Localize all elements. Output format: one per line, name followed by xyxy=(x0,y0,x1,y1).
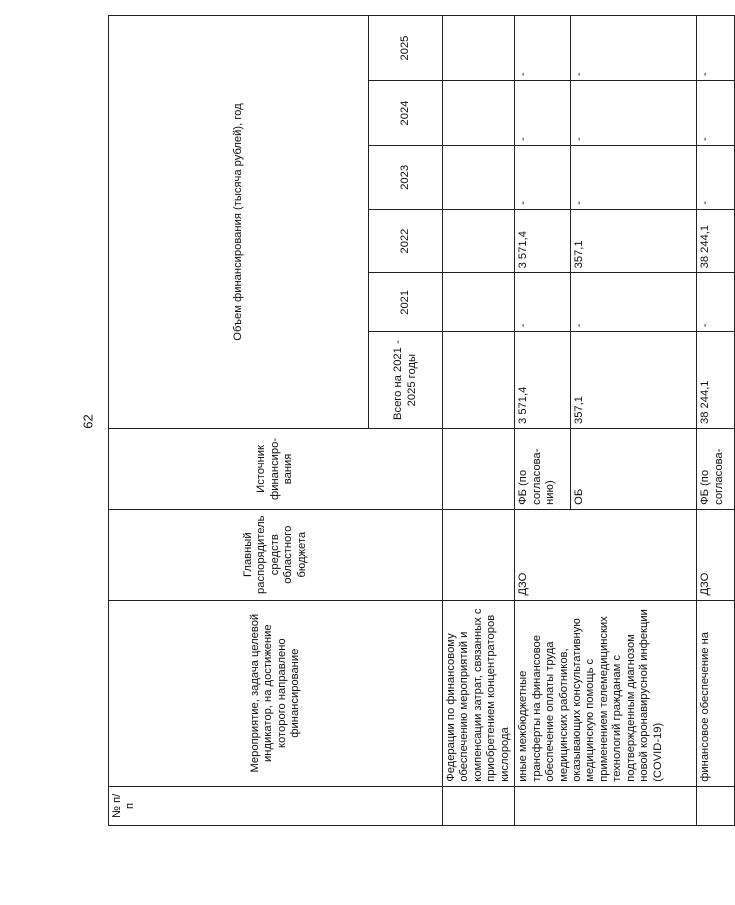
header-year-2022: 2022 xyxy=(369,209,443,273)
cell-2023 xyxy=(443,146,515,210)
header-event: Мероприятие, задача целевой индикатор, на достижение которого направлено финансирование xyxy=(109,600,443,786)
table-row xyxy=(443,16,515,826)
cell-num xyxy=(515,786,697,825)
cell-2021: - xyxy=(697,273,735,332)
header-year-2024: 2024 xyxy=(369,81,443,146)
header-source: Источник финансиро-вания xyxy=(109,429,443,510)
cell-2024: - xyxy=(515,81,571,146)
table-row xyxy=(697,16,735,826)
rotated-table-container xyxy=(108,15,725,826)
cell-source xyxy=(443,429,515,510)
cell-num xyxy=(697,786,735,825)
cell-source: ФБ (по согласова- xyxy=(697,429,735,510)
cell-source: ФБ (по согласова-нию) xyxy=(515,429,571,510)
cell-total xyxy=(443,332,515,429)
header-year-2023: 2023 xyxy=(369,146,443,210)
cell-2022: 3 571,4 xyxy=(515,209,571,273)
cell-2025: - xyxy=(571,16,697,81)
cell-event: иные межбюджетные трансферты на финансовое обеспечение оплаты труда медицинских работников, оказывающих консультативную медицинскую помощь с применением телемедицинских технологий гражданам с подтвержденным диагнозом новой коронавирусной инфекции (COVID-19) xyxy=(515,600,697,786)
cell-2023: - xyxy=(571,146,697,210)
cell-total: 357,1 xyxy=(571,332,697,429)
header-admin: Главный распорядитель средств областного бюджета xyxy=(109,509,443,600)
cell-2024: - xyxy=(697,81,735,146)
cell-2023: - xyxy=(515,146,571,210)
cell-2024 xyxy=(443,81,515,146)
cell-2025 xyxy=(443,16,515,81)
cell-admin: ДЗО xyxy=(697,509,735,600)
cell-2025: - xyxy=(697,16,735,81)
page-number: 62 xyxy=(80,414,96,429)
header-volume-group: Объем финансирования (тысяча рублей), год xyxy=(109,16,369,429)
cell-2022: 357,1 xyxy=(571,209,697,273)
financing-table xyxy=(108,15,735,826)
cell-2022 xyxy=(443,209,515,273)
table-row xyxy=(515,16,571,826)
cell-source: ОБ xyxy=(571,429,697,510)
cell-admin xyxy=(443,509,515,600)
header-num: № п/п xyxy=(109,786,443,825)
cell-2024: - xyxy=(571,81,697,146)
cell-2023: - xyxy=(697,146,735,210)
cell-2022: 38 244,1 xyxy=(697,209,735,273)
cell-event: Федерации по финансовому обеспечению мероприятий и компенсации затрат, связанных с приобретением концентраторов кислорода xyxy=(443,600,515,786)
cell-event: финансовое обеспечение на xyxy=(697,600,735,786)
header-total: Всего на 2021 - 2025 годы xyxy=(369,332,443,429)
cell-num xyxy=(443,786,515,825)
cell-2021: - xyxy=(571,273,697,332)
header-year-2025: 2025 xyxy=(369,16,443,81)
cell-admin: ДЗО xyxy=(515,509,697,600)
header-year-2021: 2021 xyxy=(369,273,443,332)
cell-total: 3 571,4 xyxy=(515,332,571,429)
cell-total: 38 244,1 xyxy=(697,332,735,429)
cell-2021 xyxy=(443,273,515,332)
cell-2021: - xyxy=(515,273,571,332)
cell-2025: - xyxy=(515,16,571,81)
